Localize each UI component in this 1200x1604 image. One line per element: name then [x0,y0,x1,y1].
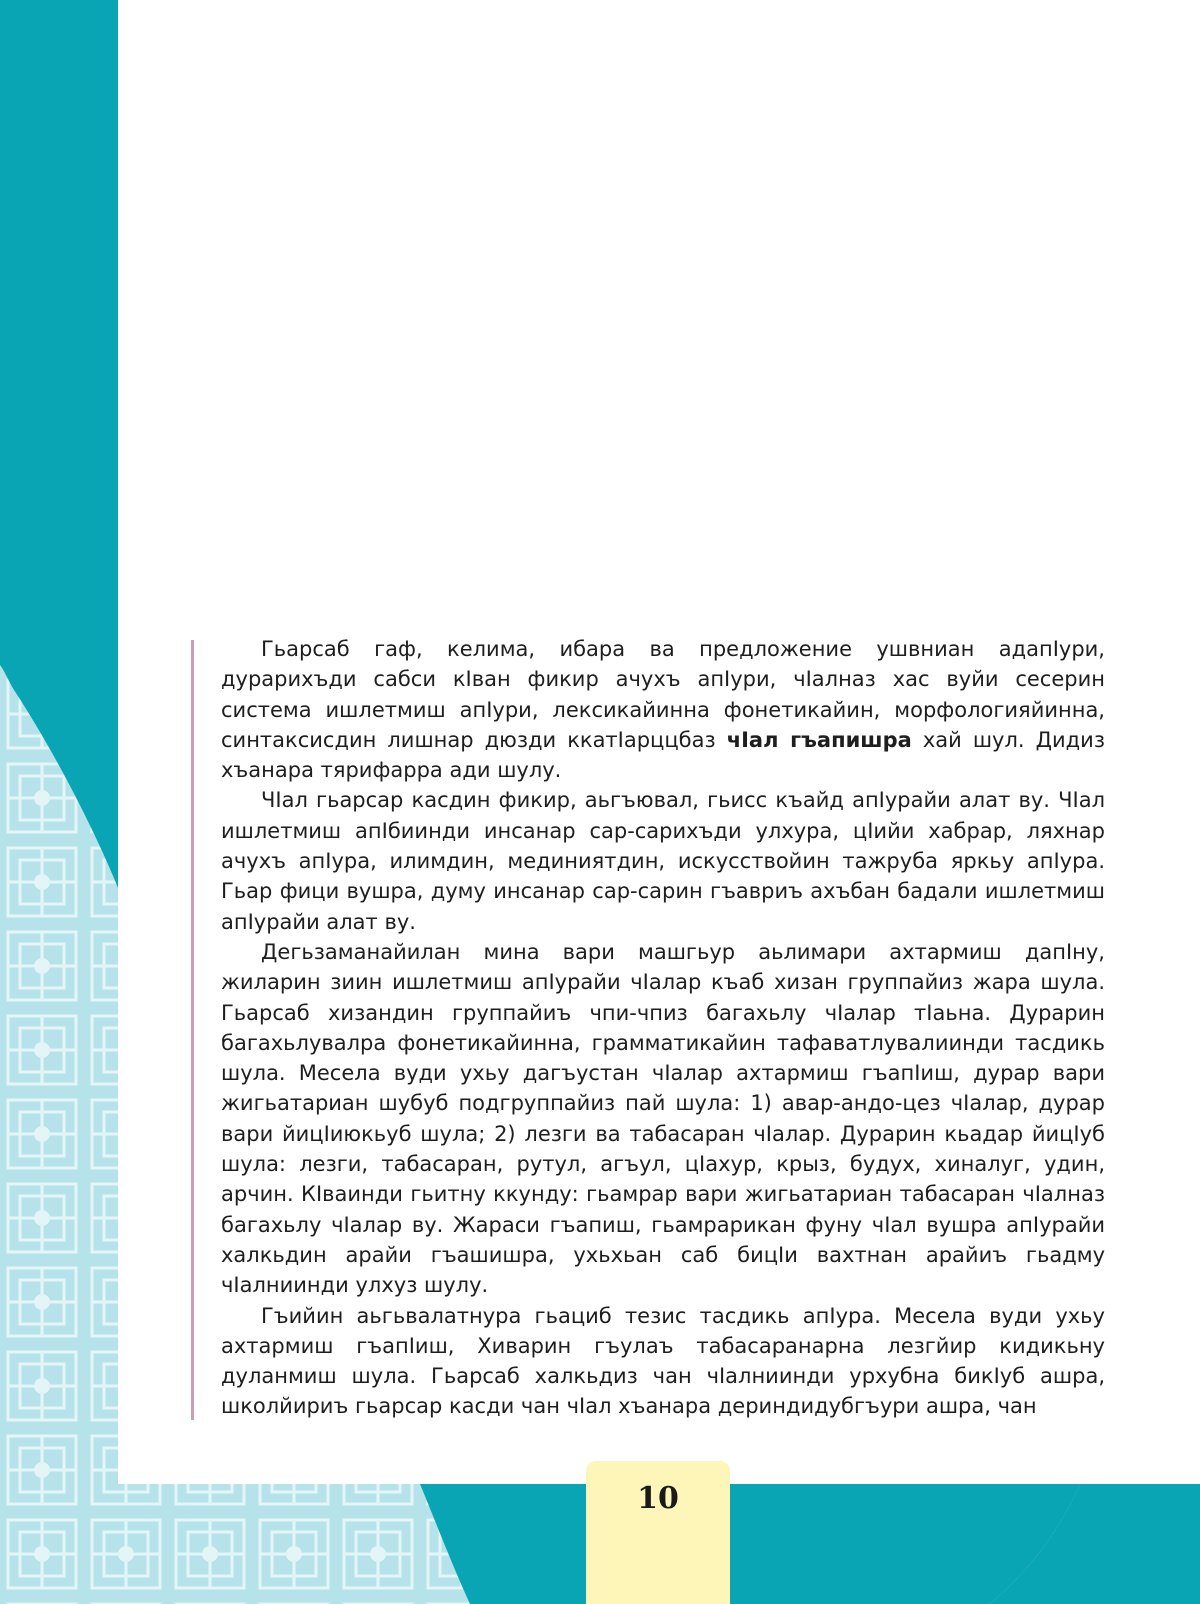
page-number-tab [586,1461,730,1604]
body-paragraph-1: Гьарсаб гаф, келима, ибара ва предложение ушвниан адапІури, дурарихъди сабси кІван фикир ачухъ апІури, чІалназ хас вуйи сесерин система ишлетмиш апІури, лексикайинна фонетикайин, морфологияйинна, синтаксисдин лишнар дюзди ккатІарццбаз чІал гъапишра хай шул. Дидиз хъанара тярифарра ади шулу. [221,637,1105,783]
key-term: чІал гъапишра [726,727,912,752]
margin-rule [191,640,194,1420]
body-paragraph-4: Гъийин аьгьвалатнура гьациб тезис тасдикь апІура. Месела вуди ухьу ахтармиш гъапІиш, Хиварин гъулаъ табасаранарна лезгйир кидикьну дуланмиш шула. Гьарсаб халкьдиз чан чІалниинди урхубна бикІуб ашра, школйириъ гьарсар касди чан чІал хъанара дериндидубгъури ашра, чан [221,1303,1105,1419]
page-number: 10 [637,1481,679,1516]
section-body [221,634,1105,1422]
body-paragraph-2: ЧІал гьарсар касдин фикир, аьгъювал, гьисс къайд апІурайи алат ву. ЧІал ишлетмиш апІбиинди инсанар сар-сарихъди улхура, цІийи хабрар, ляхнар ачухъ апІура, илимдин, мединиятдин, искусствойин тажруба яркьу апІура. Гьар фици вушра, думу инсанар сар-сарин гъавриъ ахъбан бадали ишлетмиш апІурайи алат ву. [221,788,1105,934]
body-paragraph-3: Дегьзаманайилан мина вари машгьур аьлимари ахтармиш дапІну, жиларин зиин ишлетмиш апІурайи чІалар къаб хизан группайиз жара шула. Гьарсаб хизандин группайиъ чпи-чпиз багахьлу чІалар тІаьна. Дурарин багахьлувалра фонетикайинна, грамматикайин тафаватлувалиинди тасдикь шула. Месела вуди ухьу дагъустан чІалар ахтармиш гъапІиш, дурар вари жигьатариан шубуб подгруппайиз пай шула: 1) авар-андо-цез чІалар, дурар вари йицІиюкьуб шула; 2) лезги ва табасаран чІалар. Дурарин кьадар йицІуб шула: лезги, табасаран, рутул, агъул, цІахур, крыз, будух, хиналуг, удин, арчин. КІваинди гьитну ккунду: гьамрар вари жигьатариан табасаран чІалназ багахьлу чІалар ву. Жараси гъапиш, гьамрарикан фуну чІал вушра апІурайи халкьдин арайи гъашишра, ухьхьан саб бицІи вахтнан арайиъ гьадму чІалниинди улхуз шулу. [221,939,1105,1298]
